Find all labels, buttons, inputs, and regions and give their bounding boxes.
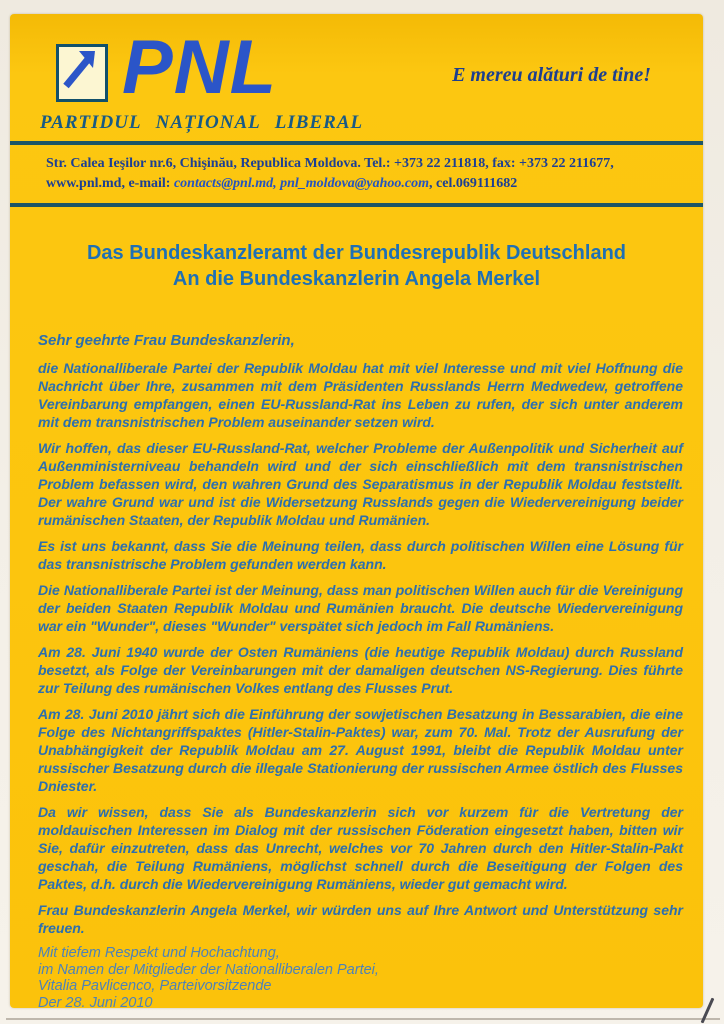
salutation: Sehr geehrte Frau Bundeskanzlerin,: [38, 332, 295, 349]
paragraph: Am 28. Juni 1940 wurde der Osten Rumäniens (die heutige Republik Moldau) durch Russland besetzt, als Folge der Vereinbarungen mit der damaligen deutschen NS-Regierung. Dies führte zur Teilung des rumänischen Volkes entlang des Flusses Prut.: [38, 644, 683, 696]
paragraph: Die Nationalliberale Partei ist der Meinung, dass man politischen Willen auch für die Vereinigung der beiden Staaten Republik Moldau und Rumänien braucht. Die deutsche Wiedervereinigung war ein "Wunder", dieses "Wunder" verspätet sich jedoch im Fall Rumäniens.: [38, 582, 683, 634]
closing-line: Mit tiefem Respekt und Hochachtung,: [38, 945, 280, 961]
address-block: [10, 145, 703, 200]
signatory-name: Vitalia Pavlicenco, Parteivorsitzende: [38, 978, 272, 994]
party-slogan: E mereu alături de tine!: [452, 64, 651, 86]
paragraph: Am 28. Juni 2010 jährt sich die Einführung der sowjetischen Besatzung in Bessarabien, die eine Folge des Nichtangriffspaktes (Hitler-Stalin-Paktes) war, zum 70. Mal. Trotz der Ausrufung der Unabhängigkeit der Republik Moldau am 27. August 1991, bleibt die Republik Moldau unter russischer Besatzung durch die illegale Stationierung der russischen Armee östlich des Flusses Dniester.: [38, 706, 683, 794]
address-line-1: Str. Calea Ieşilor nr.6, Chişinău, Republica Moldova. Tel.: +373 22 211818, fax: +373 22 211677,: [46, 156, 614, 171]
letter-title: [10, 240, 703, 292]
address-cell: , cel.069111682: [429, 176, 518, 191]
paragraph: Da wir wissen, dass Sie als Bundeskanzlerin sich vor kurzem für die Vertretung der moldauischen Interessen im Dialog mit der russischen Föderation eingesetzt haben, bitten wir Sie, dafür einzutreten, dass das Unrecht, welches vor 70 Jahren durch den Hitler-Stalin-Pakt geschah, die Teilung Rumäniens, möglichst schnell durch die Beseitigung der Folgen des Paktes, d.h. durch die Wiedervereinigung Rumäniens, wieder gut gemacht wird.: [38, 804, 683, 892]
pnl-logo: [56, 44, 108, 102]
letter-title-line-2: An die Bundeskanzlerin Angela Merkel: [172, 268, 541, 290]
logo-text: PNL: [122, 25, 277, 110]
paragraph: Wir hoffen, das dieser EU-Russland-Rat, welcher Probleme der Außenpolitik und Sicherheit auf Außenministerniveau behandeln wird und der sich einschließlich mit dem transnistrischen Problem befassen wird, den wahren Grund des Separatismus in der Republik Moldau feststellt. Der wahre Grund war und ist die Widersetzung Russlands gegen die Wiedervereinigung beider rumänischen Staaten, der Republik Moldau und Rumänien.: [38, 440, 683, 528]
paragraph: Frau Bundeskanzlerin Angela Merkel, wir würden uns auf Ihre Antwort und Unterstützung sehr freuen.: [38, 902, 683, 936]
address-web-email-label: www.pnl.md, e-mail:: [46, 176, 174, 191]
paragraph: die Nationalliberale Partei der Republik Moldau hat mit viel Interesse und mit viel Hoffnung die Nachricht über Ihre, zusammen mit dem Präsidenten Russlands Herrn Medwedew, getroffene Vereinbarung empfangen, einen EU-Russland-Rat ins Leben zu rufen, der sich unter anderem mit dem transnistrischen Problem auseinander setzen wird.: [38, 360, 683, 430]
signature-block: [10, 945, 703, 1011]
letter-page: [10, 14, 703, 1011]
arrow-up-right-icon: [59, 80, 99, 97]
letter-body: [10, 332, 703, 937]
letter-title-line-1: Das Bundeskanzleramt der Bundesrepublik Deutschland: [86, 242, 627, 264]
party-name: PARTIDUL NAȚIONAL LIBERAL: [40, 112, 364, 133]
paragraph: Es ist uns bekannt, dass Sie die Meinung teilen, dass durch politischen Willen eine Lösung für das transnistrische Problem gefunden werden kann.: [38, 538, 683, 572]
horizontal-rule-bottom: [10, 203, 703, 207]
scan-edge-line: [6, 1018, 720, 1020]
address-emails: contacts@pnl.md, pnl_moldova@yahoo.com: [173, 176, 430, 191]
closing-line: im Namen der Mitglieder der Nationalliberalen Partei,: [38, 961, 379, 978]
letter-date: Der 28. Juni 2010: [38, 994, 153, 1011]
letterhead: [10, 14, 703, 108]
address-line-2: [46, 174, 683, 194]
